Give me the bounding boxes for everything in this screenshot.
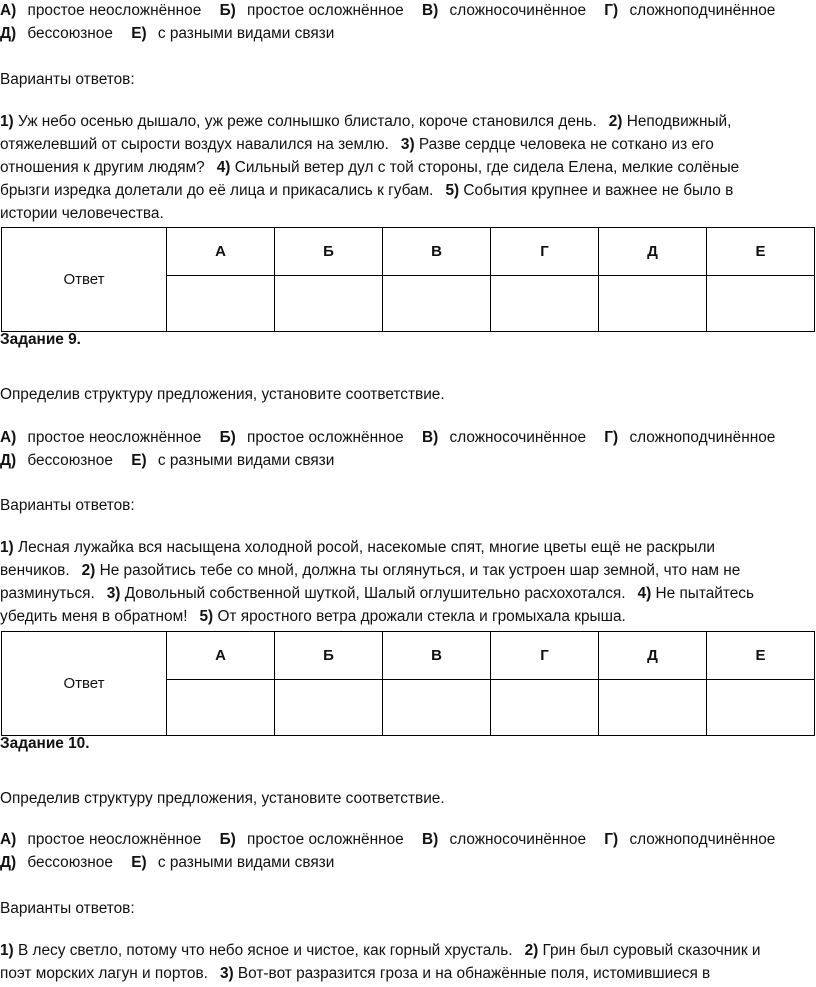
sentence-number: 4) [637, 585, 652, 602]
sentence-text: Вот-вот разразится гроза и на обнажённые поля, истомившиеся в [233, 965, 711, 982]
sentence-text: Грин был суровый сказочник и [538, 942, 761, 959]
variants-title: Варианты ответов: [0, 900, 135, 917]
option-e-letter: Е) [131, 25, 147, 42]
sentence-text: брызги изредка долетали до её лица и прикасались к губам. [0, 182, 434, 199]
answer-cell[interactable] [599, 276, 707, 332]
sentence-text: убедить меня в обратном! [0, 608, 188, 625]
answer-header: Б [275, 228, 383, 276]
sentence-line [0, 560, 740, 582]
answer-table [1, 631, 815, 736]
task-title: Задание 10. [0, 735, 90, 752]
sentence-line [0, 157, 739, 179]
option-b-text: простое осложнённое [247, 831, 404, 848]
options-line-1 [0, 0, 775, 22]
sentence-number: 2) [608, 113, 623, 130]
sentence-line [0, 203, 164, 225]
sentence-text: Довольный собственной шуткой, Шалый оглушительно расхохотался. [120, 585, 626, 602]
option-e-text: с разными видами связи [157, 854, 335, 871]
answer-cell[interactable] [707, 276, 815, 332]
option-b-text: простое осложнённое [247, 2, 404, 19]
option-g-text: сложноподчинённое [629, 831, 776, 848]
sentence-line [0, 134, 714, 156]
option-v-text: сложносочинённое [449, 2, 587, 19]
option-a-letter: А) [0, 2, 17, 19]
option-d-text: бессоюзное [27, 25, 113, 42]
option-e-letter: Е) [131, 452, 147, 469]
answer-cell[interactable] [383, 276, 491, 332]
instruction: Определив структуру предложения, установите соответствие. [0, 790, 445, 807]
sentence-number: 5) [199, 608, 214, 625]
option-d-letter: Д) [0, 452, 17, 469]
option-d-letter: Д) [0, 25, 17, 42]
option-g-letter: Г) [604, 2, 619, 19]
sentence-number: 1) [0, 539, 14, 556]
answer-cell[interactable] [167, 276, 275, 332]
sentence-line [0, 583, 754, 605]
option-d-text: бессоюзное [27, 452, 113, 469]
sentence-line [0, 963, 710, 985]
answer-header: А [167, 632, 275, 680]
option-v-letter: В) [422, 429, 439, 446]
sentence-number: 2) [81, 562, 96, 579]
option-a-text: простое неосложнённое [27, 831, 202, 848]
sentence-line [0, 537, 715, 559]
sentence-text: венчиков. [0, 562, 70, 579]
answer-header: Е [707, 632, 815, 680]
sentence-text: Уж небо осенью дышало, уж реже солнышко блистало, короче становился день. [13, 113, 597, 130]
options-line-2 [0, 852, 334, 874]
sentence-number: 1) [0, 942, 14, 959]
option-d-letter: Д) [0, 854, 17, 871]
answer-cell[interactable] [707, 680, 815, 736]
sentence-line [0, 606, 626, 628]
options-line-1 [0, 829, 775, 851]
option-v-text: сложносочинённое [449, 429, 587, 446]
answer-header: Е [707, 228, 815, 276]
option-g-text: сложноподчинённое [629, 429, 776, 446]
answer-header: В [383, 632, 491, 680]
sentence-text: истории человечества. [0, 205, 164, 222]
option-g-letter: Г) [604, 429, 619, 446]
sentence-number: 3) [400, 136, 415, 153]
sentence-number: 4) [216, 159, 231, 176]
sentence-text: От яростного ветра дрожали стекла и громыхала крыша. [213, 608, 626, 625]
sentence-text: поэт морских лагун и портов. [0, 965, 208, 982]
variants-title: Варианты ответов: [0, 71, 135, 88]
option-a-text: простое неосложнённое [27, 2, 202, 19]
option-e-text: с разными видами связи [157, 25, 335, 42]
answer-header: Б [275, 632, 383, 680]
sentence-text: Не разойтись тебе со мной, должна ты оглянуться, и так устроен шар земной, что нам не [95, 562, 741, 579]
answer-table [1, 227, 815, 332]
option-g-text: сложноподчинённое [629, 2, 776, 19]
option-a-letter: А) [0, 429, 17, 446]
option-b-letter: Б) [219, 2, 236, 19]
option-e-letter: Е) [131, 854, 147, 871]
options-line-1 [0, 427, 775, 449]
option-b-letter: Б) [219, 429, 236, 446]
sentence-number: 3) [106, 585, 121, 602]
sentence-text: Сильный ветер дул с той стороны, где сидела Елена, мелкие солёные [230, 159, 740, 176]
options-line-2 [0, 23, 334, 45]
options-line-2 [0, 450, 334, 472]
option-b-letter: Б) [219, 831, 236, 848]
option-g-letter: Г) [604, 831, 619, 848]
option-v-letter: В) [422, 2, 439, 19]
sentence-line [0, 111, 731, 133]
sentence-line [0, 180, 733, 202]
sentence-number: 1) [0, 113, 14, 130]
answer-header: Г [491, 632, 599, 680]
sentence-number: 3) [219, 965, 234, 982]
sentence-text: Неподвижный, [622, 113, 732, 130]
answer-header: Г [491, 228, 599, 276]
answer-label: Ответ [2, 228, 167, 332]
answer-cell[interactable] [491, 276, 599, 332]
task-title: Задание 9. [0, 331, 81, 348]
answer-cell[interactable] [167, 680, 275, 736]
option-v-text: сложносочинённое [449, 831, 587, 848]
sentence-text: Разве сердце человека не соткано из его [414, 136, 714, 153]
sentence-text: События крупнее и важнее не было в [459, 182, 734, 199]
answer-cell[interactable] [599, 680, 707, 736]
option-a-letter: А) [0, 831, 17, 848]
sentence-line [0, 940, 761, 962]
option-e-text: с разными видами связи [157, 452, 335, 469]
answer-cell[interactable] [275, 276, 383, 332]
option-d-text: бессоюзное [27, 854, 113, 871]
answer-cell[interactable] [275, 680, 383, 736]
sentence-text: В лесу светло, потому что небо ясное и чистое, как горный хрусталь. [13, 942, 513, 959]
sentence-number: 5) [445, 182, 460, 199]
answer-cell[interactable] [383, 680, 491, 736]
answer-header: Д [599, 632, 707, 680]
sentence-number: 2) [524, 942, 539, 959]
instruction: Определив структуру предложения, установите соответствие. [0, 386, 445, 403]
answer-header: Д [599, 228, 707, 276]
option-a-text: простое неосложнённое [27, 429, 202, 446]
answer-header: А [167, 228, 275, 276]
answer-header: В [383, 228, 491, 276]
sentence-text: Лесная лужайка вся насыщена холодной росой, насекомые спят, многие цветы ещё не раскрыли [13, 539, 716, 556]
answer-cell[interactable] [491, 680, 599, 736]
variants-title: Варианты ответов: [0, 497, 135, 514]
sentence-text: отношения к другим людям? [0, 159, 205, 176]
sentence-text: разминуться. [0, 585, 95, 602]
option-v-letter: В) [422, 831, 439, 848]
option-b-text: простое осложнённое [247, 429, 404, 446]
answer-label: Ответ [2, 632, 167, 736]
sentence-text: отяжелевший от сырости воздух навалился на землю. [0, 136, 389, 153]
sentence-text: Не пытайтесь [651, 585, 755, 602]
